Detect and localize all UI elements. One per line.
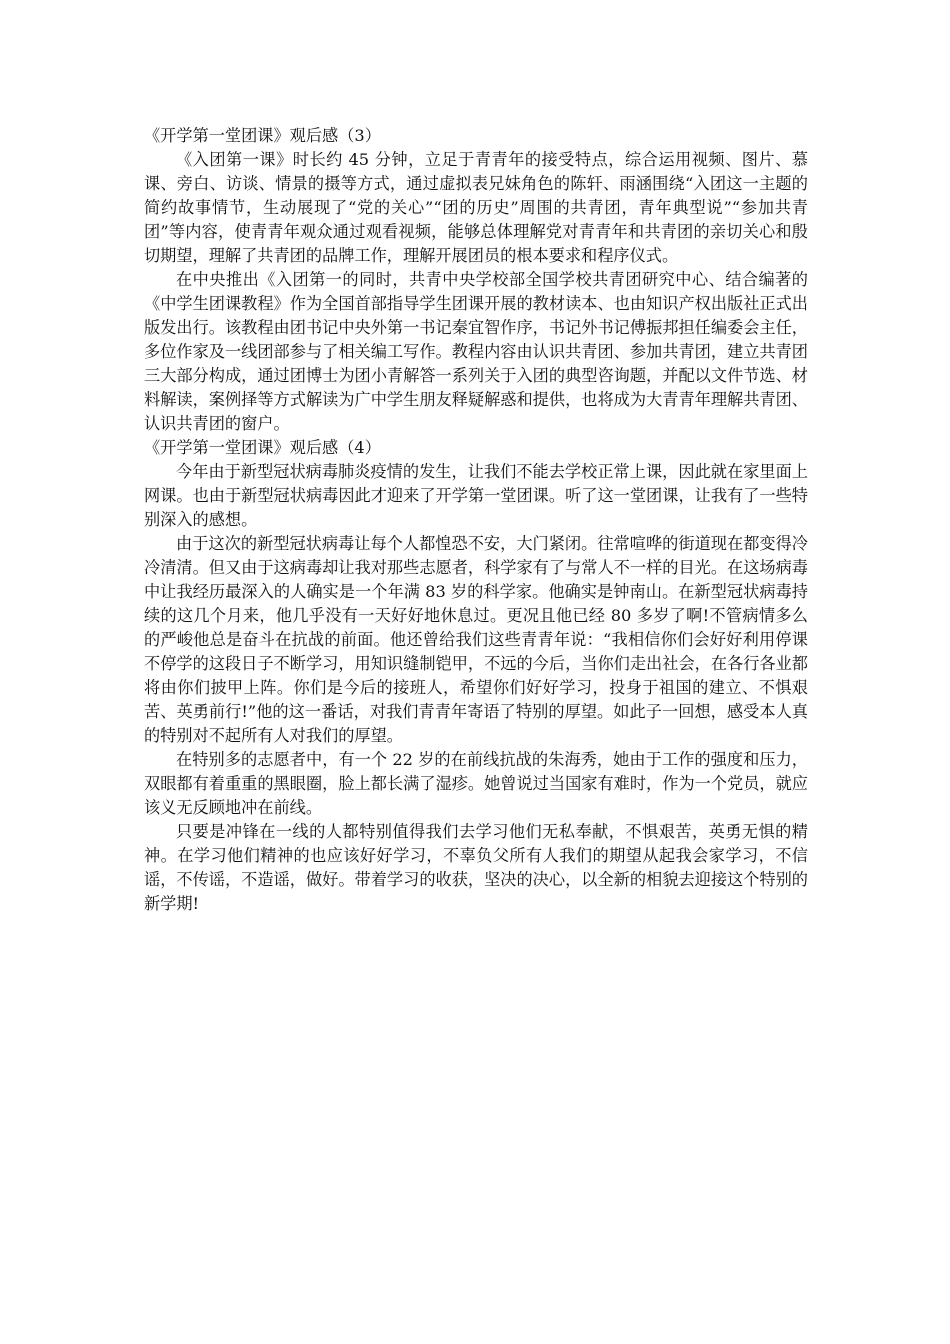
section-title: 《开学第一堂团课》观后感（4） xyxy=(144,438,381,457)
paragraph: 在特别多的志愿者中，有一个 22 岁的在前线抗战的朱海秀，她由于工作的强度和压力，双眼都有着重重的黑眼圈，脸上都长满了湿疹。她曾说过当国家有难时，作为一个党员，就应该义无反顾地冲在前线。 xyxy=(144,750,808,817)
section-title: 《开学第一堂团课》观后感（3） xyxy=(144,126,381,145)
paragraph: 今年由于新型冠状病毒肺炎疫情的发生，让我们不能去学校正常上课，因此就在家里面上网课。也由于新型冠状病毒因此才迎来了开学第一堂团课。听了这一堂团课，让我有了一些特别深入的感想。 xyxy=(144,462,808,529)
paragraph: 只要是冲锋在一线的人都特别值得我们去学习他们无私奉献，不惧艰苦，英勇无惧的精神。在学习他们精神的也应该好好学习，不辜负父所有人我们的期望从起我会家学习，不信谣，不传谣，不造谣，做好。带着学习的收获，坚决的决心，以全新的相貌去迎接这个特别的新学期! xyxy=(144,822,808,913)
document-page xyxy=(144,124,808,916)
paragraph: 在中央推出《入团第一的同时，共青中央学校部全国学校共青团研究中心、结合编著的《中学生团课教程》作为全国首部指导学生团课开展的教材读本、也由知识产权出版社正式出版发出行。该教程由团书记中央外第一书记秦宜智作序，书记外书记傅振邦担任编委会主任，多位作家及一线团部参与了相关编工写作。教程内容由认识共青团、参加共青团，建立共青团三大部分构成，通过团博士为团小青解答一系列关于入团的典型咨询题，并配以文件节选、材料解读，案例择等方式解读为广中学生朋友释疑解惑和提供，也将成为大青青年理解共青团、认识共青团的窗户。 xyxy=(144,270,808,433)
paragraph: 《入团第一课》时长约 45 分钟，立足于青青年的接受特点，综合运用视频、图片、慕课、旁白、访谈、情景的摄等方式，通过虚拟表兄妹角色的陈轩、雨涵围绕“入团这一主题的简约故事情节，生动展现了“党的关心”“团的历史”周围的共青团，青年典型说”“参加共青团”等内容，使青青年观众通过观看视频，能够总体理解党对青青年和共青团的亲切关心和殷切期望，理解了共青团的品牌工作，理解开展团员的根本要求和程序仪式。 xyxy=(144,150,808,265)
paragraph: 由于这次的新型冠状病毒让每个人都惶恐不安，大门紧闭。往常喧哗的街道现在都变得冷冷清清。但又由于这病毒却让我对那些志愿者，科学家有了与常人不一样的目光。在这场病毒中让我经历最深入的人确实是一个年满 83 岁的科学家。他确实是钟南山。在新型冠状病毒持续的这几个月来，他几乎没有一天好好地休息过。更况且他已经 80 多岁了啊!不管病情多么的严峻他总是奋斗在抗战的前面。他还曾给我们这些青青年说：“我相信你们会好好利用停课不停学的这段日子不断学习，用知识缝制铠甲，不远的今后，当你们走出社会，在各行各业都将由你们披甲上阵。你们是今后的接班人，希望你们好好学习，投身于祖国的建立、不惧艰苦、英勇前行!”他的这一番话，对我们青青年寄语了特别的厚望。如此子一回想，感受本人真 的特别对不起所有人对我们的厚望。 xyxy=(144,534,808,745)
